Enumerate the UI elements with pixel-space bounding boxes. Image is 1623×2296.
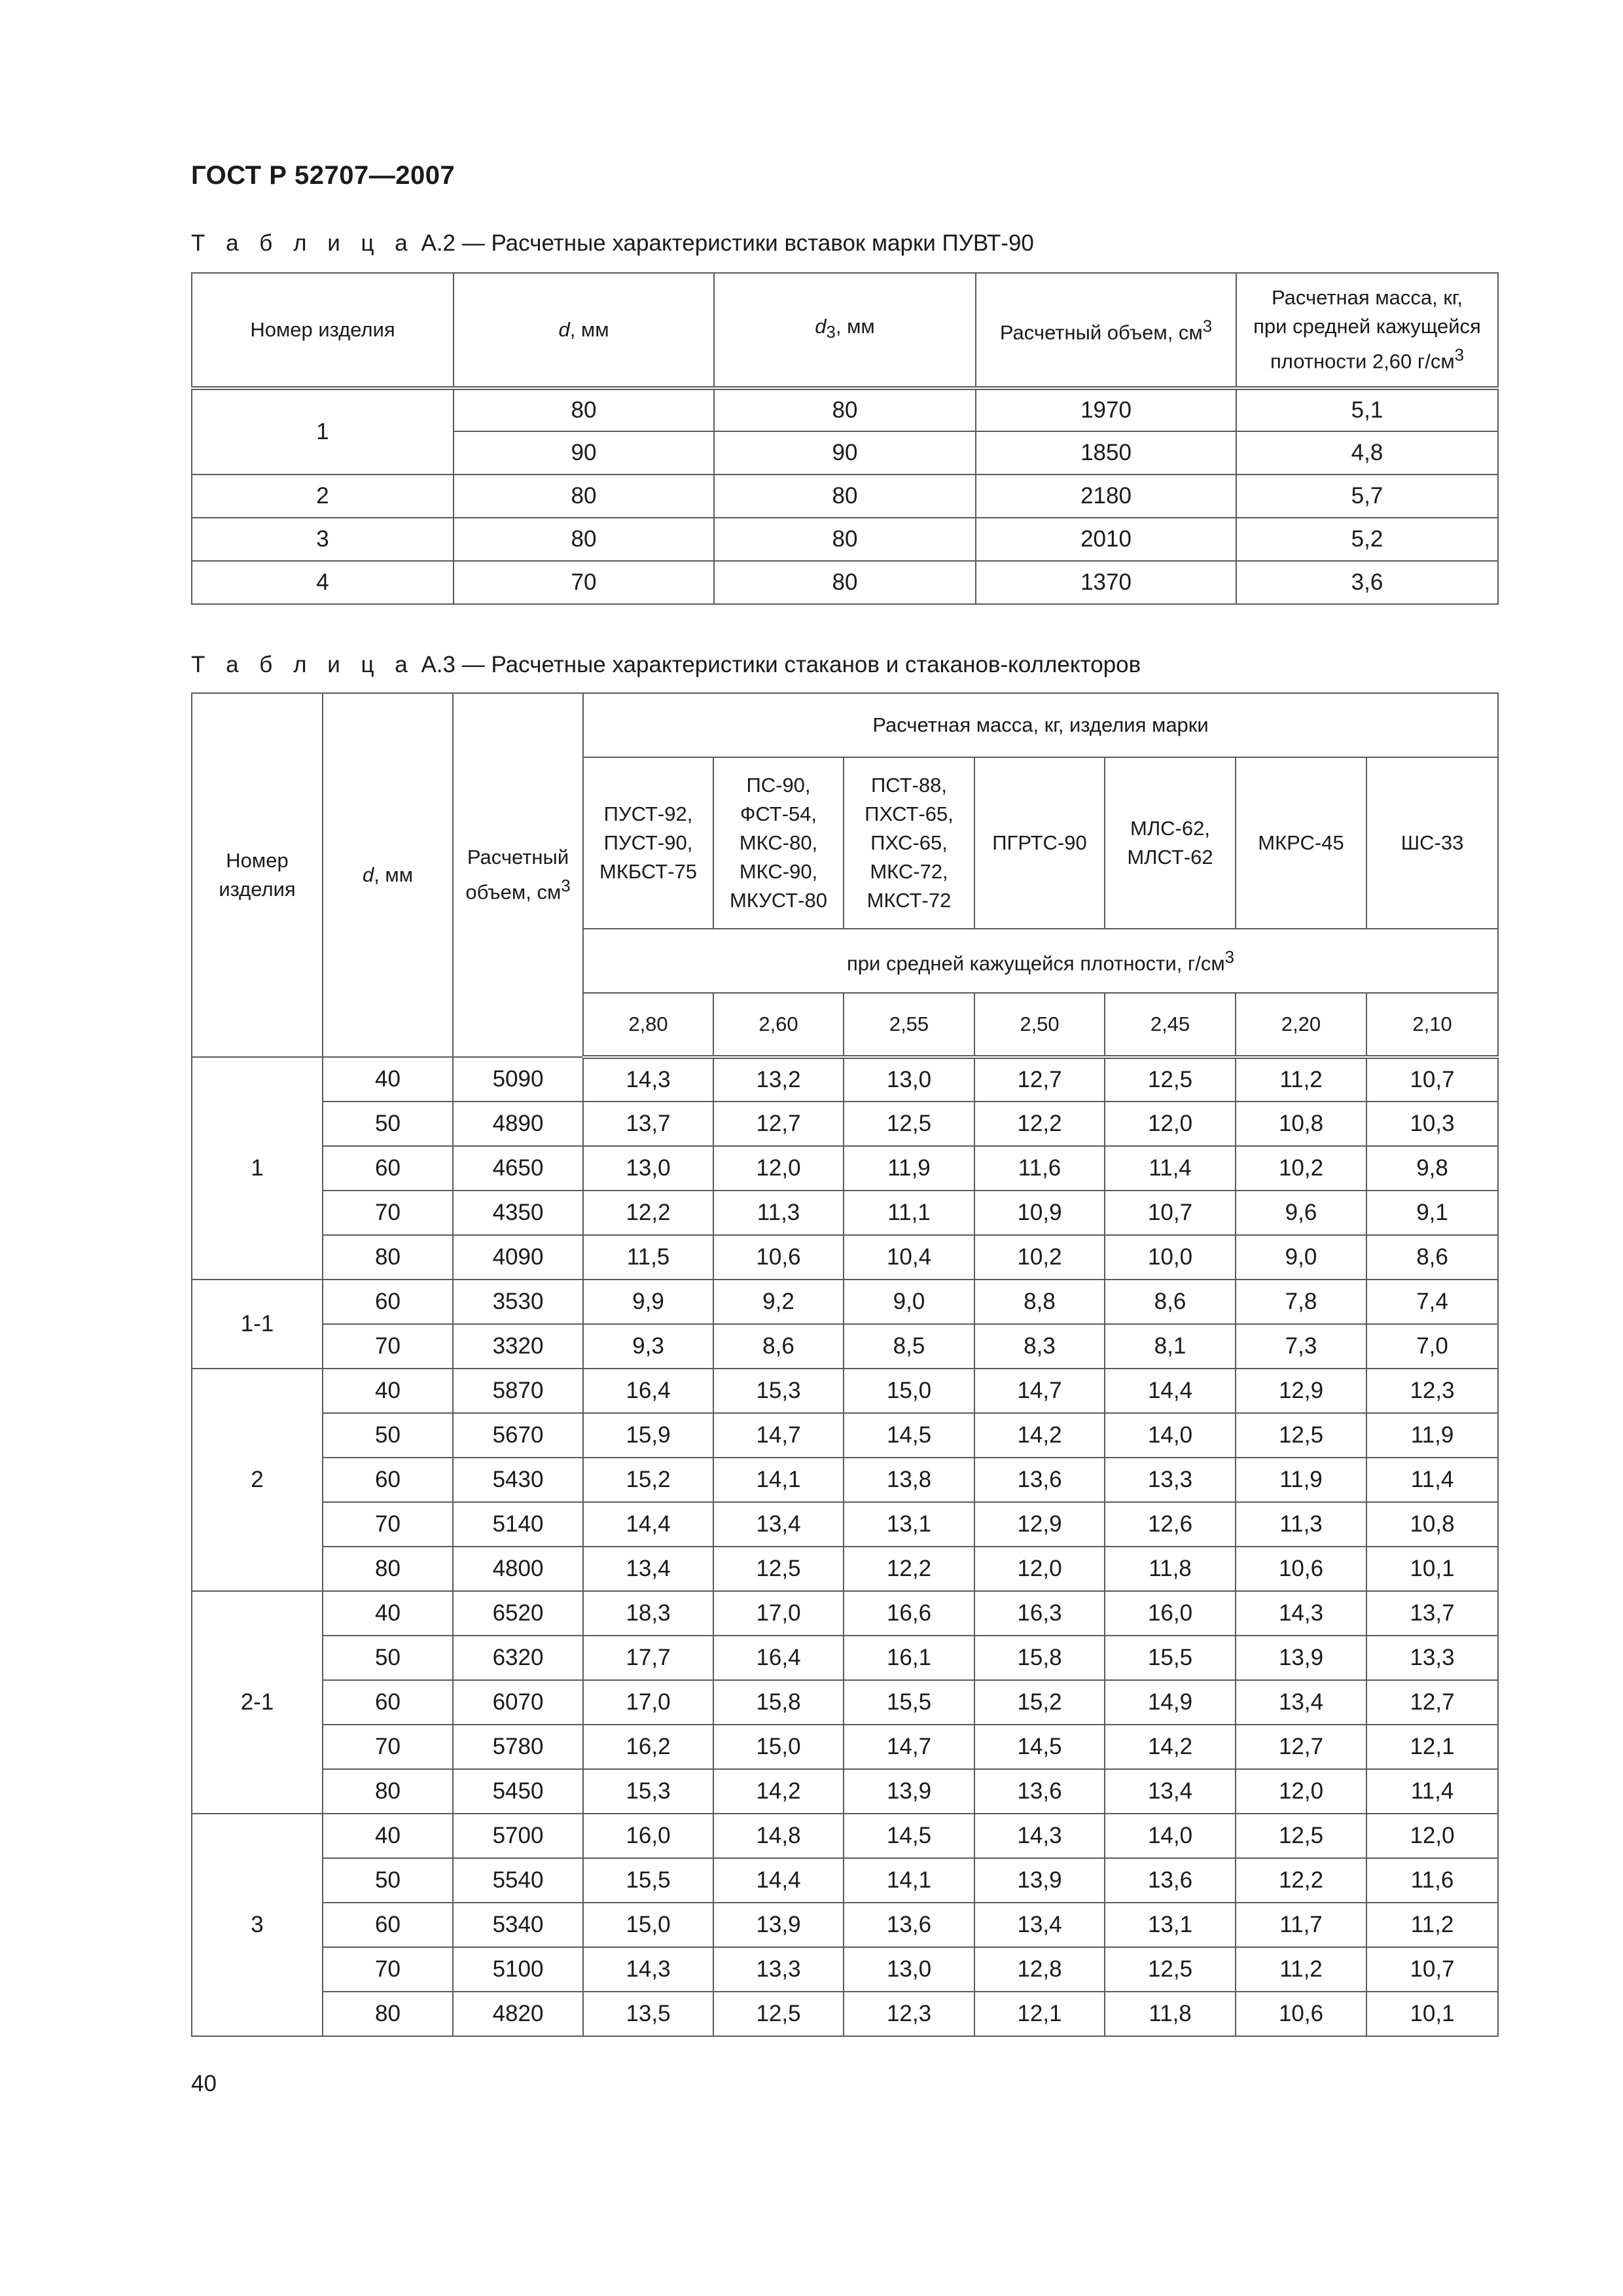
cell-item: 1	[192, 1057, 323, 1280]
cell-d: 40	[323, 1057, 453, 1102]
cell-mass: 8,6	[1366, 1235, 1498, 1280]
header-brand: ШС-33	[1366, 757, 1498, 929]
cell-item: 2	[192, 1369, 323, 1591]
document-title: ГОСТ Р 52707—2007	[191, 161, 455, 190]
caption-prefix: Т а б л и ц а	[191, 230, 415, 256]
cell-mass: 14,5	[844, 1413, 974, 1458]
cell-volume: 6320	[453, 1636, 583, 1680]
header-volume: Расчетный объем, $см^3$	[453, 693, 583, 1057]
header-density: 2,60	[713, 993, 844, 1057]
cell-d3: 90	[714, 431, 976, 475]
cell-mass: 17,0	[583, 1680, 713, 1725]
cell-mass: 16,6	[844, 1591, 974, 1636]
cell-mass: 12,1	[1366, 1725, 1498, 1769]
cell-mass: 9,9	[583, 1280, 713, 1324]
cell-mass: 13,9	[844, 1769, 974, 1814]
cell-mass: 15,5	[1105, 1636, 1236, 1680]
table-row	[192, 1814, 1498, 1858]
table-row	[192, 518, 1498, 561]
cell-mass: 12,2	[844, 1547, 974, 1591]
table-row	[192, 388, 1498, 431]
table-row	[192, 1858, 1498, 1903]
cell-mass: 14,4	[713, 1858, 844, 1903]
cell-mass: 8,6	[1105, 1280, 1236, 1324]
cell-mass: 12,3	[844, 1992, 974, 2036]
table-a3-caption	[191, 652, 1141, 678]
cell-mass: 11,7	[1236, 1903, 1366, 1947]
table-row	[192, 1280, 1498, 1324]
cell-mass: 11,6	[974, 1146, 1105, 1191]
cell-volume: 5870	[453, 1369, 583, 1413]
cell-mass: 13,1	[844, 1502, 974, 1547]
cell-mass: 11,3	[713, 1191, 844, 1235]
cell-mass: 14,4	[583, 1502, 713, 1547]
cell-mass: 16,2	[583, 1725, 713, 1769]
cell-mass: 7,0	[1366, 1324, 1498, 1369]
cell-mass: 11,9	[844, 1146, 974, 1191]
cell-mass: 14,3	[583, 1947, 713, 1992]
cell-d: 40	[323, 1591, 453, 1636]
header-density: 2,45	[1105, 993, 1236, 1057]
cell-volume: 6520	[453, 1591, 583, 1636]
cell-d: 60	[323, 1280, 453, 1324]
cell-d: 50	[323, 1102, 453, 1146]
cell-d: 60	[323, 1903, 453, 1947]
cell-mass: 12,7	[974, 1057, 1105, 1102]
cell-mass: 11,2	[1366, 1903, 1498, 1947]
header-density: 2,50	[974, 993, 1105, 1057]
cell-d: 40	[323, 1814, 453, 1858]
cell-mass: 16,1	[844, 1636, 974, 1680]
cell-mass: 12,2	[974, 1102, 1105, 1146]
header-volume: Расчетный объем, $см^3$	[976, 273, 1236, 388]
cell-mass: 18,3	[583, 1591, 713, 1636]
cell-mass: 10,8	[1236, 1102, 1366, 1146]
header-brand: МЛС-62, МЛСТ-62	[1105, 757, 1236, 929]
cell-volume: 1970	[976, 388, 1236, 431]
table-row	[192, 1769, 1498, 1814]
cell-mass: 13,7	[583, 1102, 713, 1146]
cell-mass: 15,0	[713, 1725, 844, 1769]
cell-volume: 4820	[453, 1992, 583, 2036]
cell-mass: 14,1	[844, 1858, 974, 1903]
cell-mass: 13,3	[1366, 1636, 1498, 1680]
cell-mass: 11,4	[1366, 1769, 1498, 1814]
cell-mass: 11,2	[1236, 1947, 1366, 1992]
cell-mass: 8,5	[844, 1324, 974, 1369]
cell-mass: 15,8	[974, 1636, 1105, 1680]
cell-mass: 12,7	[713, 1102, 844, 1146]
cell-mass: 17,7	[583, 1636, 713, 1680]
cell-mass: 12,8	[974, 1947, 1105, 1992]
cell-mass: 14,2	[974, 1413, 1105, 1458]
cell-d: 80	[454, 475, 714, 518]
table-a2	[191, 272, 1499, 605]
cell-mass: 11,3	[1236, 1502, 1366, 1547]
cell-mass: 13,4	[583, 1547, 713, 1591]
cell-mass: 16,4	[583, 1369, 713, 1413]
cell-mass: 17,0	[713, 1591, 844, 1636]
caption-text: А.3 — Расчетные характеристики стаканов и стаканов-коллекторов	[421, 652, 1141, 677]
cell-d: 40	[323, 1369, 453, 1413]
cell-volume: 5430	[453, 1458, 583, 1502]
table-row	[192, 1680, 1498, 1725]
cell-mass: 11,9	[1236, 1458, 1366, 1502]
header-brand: ПУСТ-92, ПУСТ-90, МКБСТ-75	[583, 757, 713, 929]
table-row	[192, 1591, 1498, 1636]
cell-mass: 10,9	[974, 1191, 1105, 1235]
cell-mass: 10,7	[1366, 1057, 1498, 1102]
cell-mass: 10,1	[1366, 1547, 1498, 1591]
cell-volume: 5140	[453, 1502, 583, 1547]
cell-mass: 13,9	[1236, 1636, 1366, 1680]
cell-item: 2-1	[192, 1591, 323, 1814]
cell-mass: 8,3	[974, 1324, 1105, 1369]
cell-mass: 12,7	[1366, 1680, 1498, 1725]
cell-mass: 12,0	[1236, 1769, 1366, 1814]
cell-mass: 14,2	[1105, 1725, 1236, 1769]
cell-volume: 5670	[453, 1413, 583, 1458]
cell-mass: 15,2	[974, 1680, 1105, 1725]
cell-mass: 12,9	[974, 1502, 1105, 1547]
cell-mass: 5,2	[1236, 518, 1498, 561]
cell-mass: 15,9	[583, 1413, 713, 1458]
cell-d: 90	[454, 431, 714, 475]
cell-d: 80	[323, 1992, 453, 2036]
cell-mass: 12,0	[1105, 1102, 1236, 1146]
cell-d: 80	[323, 1769, 453, 1814]
cell-mass: 16,0	[1105, 1591, 1236, 1636]
cell-mass: 13,4	[1105, 1769, 1236, 1814]
cell-mass: 11,8	[1105, 1547, 1236, 1591]
cell-mass: 4,8	[1236, 431, 1498, 475]
cell-volume: 5100	[453, 1947, 583, 1992]
table-row	[192, 1725, 1498, 1769]
cell-mass: 11,8	[1105, 1992, 1236, 2036]
cell-mass: 13,3	[1105, 1458, 1236, 1502]
header-mass-group: Расчетная масса, кг, изделия марки	[583, 693, 1498, 757]
cell-volume: 1370	[976, 561, 1236, 604]
cell-item: 1-1	[192, 1280, 323, 1369]
cell-mass: 10,8	[1366, 1502, 1498, 1547]
caption-text: А.2 — Расчетные характеристики вставок марки ПУВТ-90	[421, 230, 1034, 256]
table-row	[192, 1235, 1498, 1280]
header-mass: Расчетная масса, кг, при средней кажущейся плотности 2,60 $г/см^3$	[1236, 273, 1498, 388]
header-item-number: Номер изделия	[192, 273, 454, 388]
cell-mass: 13,5	[583, 1992, 713, 2036]
cell-volume: 4890	[453, 1102, 583, 1146]
cell-mass: 12,5	[1236, 1814, 1366, 1858]
table-row	[192, 1992, 1498, 2036]
cell-volume: 2010	[976, 518, 1236, 561]
cell-mass: 12,7	[1236, 1725, 1366, 1769]
cell-mass: 10,7	[1366, 1947, 1498, 1992]
cell-mass: 10,3	[1366, 1102, 1498, 1146]
header-density: 2,55	[844, 993, 974, 1057]
table-row	[192, 1947, 1498, 1992]
cell-mass: 13,2	[713, 1057, 844, 1102]
cell-mass: 10,6	[1236, 1992, 1366, 2036]
header-brand: МКРС-45	[1236, 757, 1366, 929]
table-row	[192, 1369, 1498, 1413]
cell-volume: 4650	[453, 1146, 583, 1191]
cell-d: 70	[323, 1191, 453, 1235]
cell-mass: 10,2	[974, 1235, 1105, 1280]
cell-volume: 5780	[453, 1725, 583, 1769]
header-d: d, мм	[454, 273, 714, 388]
cell-d: 80	[323, 1235, 453, 1280]
table-row	[192, 1146, 1498, 1191]
cell-mass: 10,0	[1105, 1235, 1236, 1280]
header-d3: $d_3$, мм	[714, 273, 976, 388]
cell-mass: 15,5	[583, 1858, 713, 1903]
cell-mass: 12,5	[1105, 1057, 1236, 1102]
cell-mass: 13,6	[844, 1903, 974, 1947]
header-density-group: при средней кажущейся плотности, $г/см^3$	[583, 929, 1498, 993]
cell-mass: 9,2	[713, 1280, 844, 1324]
cell-volume: 4800	[453, 1547, 583, 1591]
cell-mass: 9,8	[1366, 1146, 1498, 1191]
cell-mass: 12,5	[1236, 1413, 1366, 1458]
cell-d: 70	[323, 1324, 453, 1369]
cell-d3: 80	[714, 561, 976, 604]
table-row	[192, 1547, 1498, 1591]
cell-mass: 12,5	[713, 1547, 844, 1591]
cell-item: 2	[192, 475, 454, 518]
cell-mass: 14,7	[974, 1369, 1105, 1413]
cell-mass: 14,0	[1105, 1413, 1236, 1458]
cell-mass: 15,2	[583, 1458, 713, 1502]
table-row	[192, 1458, 1498, 1502]
header-brand: ПГРТС-90	[974, 757, 1105, 929]
cell-mass: 11,4	[1366, 1458, 1498, 1502]
cell-mass: 13,4	[974, 1903, 1105, 1947]
cell-mass: 15,3	[583, 1769, 713, 1814]
header-density: 2,10	[1366, 993, 1498, 1057]
cell-mass: 10,6	[713, 1235, 844, 1280]
cell-mass: 13,0	[583, 1146, 713, 1191]
cell-mass: 11,2	[1236, 1057, 1366, 1102]
cell-mass: 12,6	[1105, 1502, 1236, 1547]
cell-mass: 15,0	[844, 1369, 974, 1413]
cell-mass: 16,4	[713, 1636, 844, 1680]
cell-mass: 12,2	[583, 1191, 713, 1235]
header-density: 2,80	[583, 993, 713, 1057]
cell-d: 60	[323, 1146, 453, 1191]
cell-mass: 12,0	[713, 1146, 844, 1191]
cell-volume: 5090	[453, 1057, 583, 1102]
cell-volume: 5700	[453, 1814, 583, 1858]
cell-volume: 4090	[453, 1235, 583, 1280]
cell-mass: 15,0	[583, 1903, 713, 1947]
cell-mass: 5,7	[1236, 475, 1498, 518]
cell-mass: 12,9	[1236, 1369, 1366, 1413]
cell-mass: 7,3	[1236, 1324, 1366, 1369]
cell-volume: 4350	[453, 1191, 583, 1235]
cell-mass: 10,6	[1236, 1547, 1366, 1591]
header-brand: ПС-90, ФСТ-54, МКС-80, МКС-90, МКУСТ-80	[713, 757, 844, 929]
cell-item: 3	[192, 1814, 323, 2036]
caption-prefix: Т а б л и ц а	[191, 652, 415, 677]
cell-d3: 80	[714, 475, 976, 518]
cell-d: 80	[454, 518, 714, 561]
cell-mass: 10,4	[844, 1235, 974, 1280]
cell-mass: 12,0	[1366, 1814, 1498, 1858]
cell-mass: 11,1	[844, 1191, 974, 1235]
cell-mass: 5,1	[1236, 388, 1498, 431]
cell-mass: 12,5	[713, 1992, 844, 2036]
cell-item: 1	[192, 388, 454, 475]
cell-d3: 80	[714, 388, 976, 431]
cell-volume: 3320	[453, 1324, 583, 1369]
cell-mass: 12,2	[1236, 1858, 1366, 1903]
header-d: d, мм	[323, 693, 453, 1057]
cell-mass: 13,6	[974, 1769, 1105, 1814]
table-a2-caption	[191, 230, 1034, 257]
cell-d: 70	[323, 1947, 453, 1992]
cell-mass: 15,8	[713, 1680, 844, 1725]
page-number: 40	[191, 2071, 217, 2096]
cell-mass: 8,8	[974, 1280, 1105, 1324]
cell-d: 70	[323, 1502, 453, 1547]
cell-mass: 10,1	[1366, 1992, 1498, 2036]
cell-d: 50	[323, 1413, 453, 1458]
cell-mass: 14,5	[844, 1814, 974, 1858]
cell-mass: 14,9	[1105, 1680, 1236, 1725]
cell-mass: 9,0	[844, 1280, 974, 1324]
cell-mass: 13,6	[1105, 1858, 1236, 1903]
table-row	[192, 1413, 1498, 1458]
table-row	[192, 1903, 1498, 1947]
cell-mass: 12,1	[974, 1992, 1105, 2036]
cell-d: 60	[323, 1680, 453, 1725]
cell-mass: 14,5	[974, 1725, 1105, 1769]
cell-d: 80	[454, 388, 714, 431]
cell-mass: 9,3	[583, 1324, 713, 1369]
table-a3	[191, 692, 1499, 2037]
cell-mass: 12,0	[974, 1547, 1105, 1591]
table-row	[192, 475, 1498, 518]
cell-mass: 14,1	[713, 1458, 844, 1502]
cell-mass: 14,4	[1105, 1369, 1236, 1413]
cell-mass: 13,8	[844, 1458, 974, 1502]
cell-mass: 13,9	[713, 1903, 844, 1947]
cell-item: 3	[192, 518, 454, 561]
cell-volume: 3530	[453, 1280, 583, 1324]
header-item-number: Номер изделия	[192, 693, 323, 1057]
cell-mass: 9,6	[1236, 1191, 1366, 1235]
cell-mass: 14,3	[974, 1814, 1105, 1858]
cell-mass: 11,9	[1366, 1413, 1498, 1458]
cell-mass: 14,7	[713, 1413, 844, 1458]
table-row	[192, 1191, 1498, 1235]
table-row	[192, 1636, 1498, 1680]
cell-mass: 9,0	[1236, 1235, 1366, 1280]
table-row	[192, 561, 1498, 604]
cell-d: 70	[323, 1725, 453, 1769]
cell-mass: 11,4	[1105, 1146, 1236, 1191]
cell-d: 60	[323, 1458, 453, 1502]
cell-mass: 14,8	[713, 1814, 844, 1858]
cell-mass: 13,4	[713, 1502, 844, 1547]
cell-mass: 7,4	[1366, 1280, 1498, 1324]
cell-mass: 14,0	[1105, 1814, 1236, 1858]
cell-mass: 13,4	[1236, 1680, 1366, 1725]
cell-mass: 16,3	[974, 1591, 1105, 1636]
cell-volume: 2180	[976, 475, 1236, 518]
cell-mass: 10,2	[1236, 1146, 1366, 1191]
cell-volume: 6070	[453, 1680, 583, 1725]
cell-mass: 13,0	[844, 1057, 974, 1102]
header-brand: ПСТ-88, ПХСТ-65, ПХС-65, МКС-72, МКСТ-72	[844, 757, 974, 929]
cell-mass: 16,0	[583, 1814, 713, 1858]
cell-mass: 13,3	[713, 1947, 844, 1992]
cell-mass: 8,1	[1105, 1324, 1236, 1369]
cell-d3: 80	[714, 518, 976, 561]
cell-mass: 14,3	[583, 1057, 713, 1102]
cell-mass: 13,1	[1105, 1903, 1236, 1947]
cell-mass: 11,6	[1366, 1858, 1498, 1903]
table-row	[192, 1502, 1498, 1547]
cell-d: 50	[323, 1858, 453, 1903]
cell-item: 4	[192, 561, 454, 604]
cell-mass: 13,6	[974, 1458, 1105, 1502]
table-row	[192, 1057, 1498, 1102]
cell-mass: 13,9	[974, 1858, 1105, 1903]
table-row	[192, 1102, 1498, 1146]
cell-mass: 3,6	[1236, 561, 1498, 604]
cell-mass: 13,0	[844, 1947, 974, 1992]
cell-mass: 13,7	[1366, 1591, 1498, 1636]
cell-mass: 11,5	[583, 1235, 713, 1280]
cell-d: 70	[454, 561, 714, 604]
cell-volume: 5340	[453, 1903, 583, 1947]
cell-mass: 7,8	[1236, 1280, 1366, 1324]
cell-mass: 10,7	[1105, 1191, 1236, 1235]
cell-volume: 5540	[453, 1858, 583, 1903]
cell-mass: 12,3	[1366, 1369, 1498, 1413]
cell-mass: 15,3	[713, 1369, 844, 1413]
cell-mass: 14,3	[1236, 1591, 1366, 1636]
cell-volume: 5450	[453, 1769, 583, 1814]
header-density: 2,20	[1236, 993, 1366, 1057]
cell-mass: 12,5	[1105, 1947, 1236, 1992]
cell-volume: 1850	[976, 431, 1236, 475]
table-row	[192, 1324, 1498, 1369]
cell-d: 50	[323, 1636, 453, 1680]
cell-mass: 14,7	[844, 1725, 974, 1769]
cell-mass: 8,6	[713, 1324, 844, 1369]
cell-mass: 15,5	[844, 1680, 974, 1725]
cell-mass: 14,2	[713, 1769, 844, 1814]
cell-mass: 12,5	[844, 1102, 974, 1146]
cell-d: 80	[323, 1547, 453, 1591]
cell-mass: 9,1	[1366, 1191, 1498, 1235]
